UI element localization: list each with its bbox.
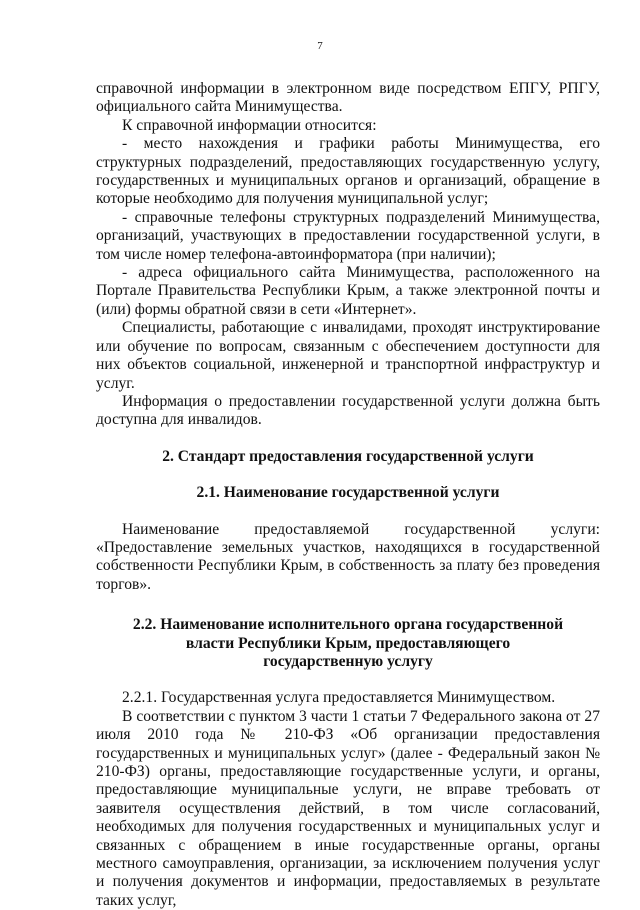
paragraph: Информация о предоставлении государственной услуги должна быть доступна для инвалидов. (96, 392, 600, 429)
paragraph: Специалисты, работающие с инвалидами, проходят инструктирование или обучение по вопросам, связанным с обеспечением доступности для них объектов социальной, инженерной и транспортной инфраструктур и услуг. (96, 319, 600, 392)
paragraph: справочной информации в электронном виде посредством ЕПГУ, РПГУ, официального сайта Минимущества. (96, 80, 600, 116)
document-body (96, 80, 600, 910)
page-number: 7 (317, 40, 323, 52)
subsection-heading: 2.2. Наименование исполнительного органа государственной власти Республики Крым, предоставляющего государственную услугу (132, 616, 564, 670)
list-item: - место нахождения и графики работы Минимущества, его структурных подразделений, предоставляющих государственную услугу, государственных и муниципальных органов и организаций, обращение в которые необходимо для получения муниципальной услуг; (96, 135, 600, 208)
paragraph: В соответствии с пунктом 3 части 1 статьи 7 Федерального закона от 27 июля 2010 года № 210-ФЗ «Об организации предоставления государственных и муниципальных услуг» (далее - Федеральный закон № 210-ФЗ) органы, предоставляющие государственные услуги, и органы, предоставляющие муниципальные услуги, не вправе требовать от заявителя осуществления действий, в том числе согласований, необходимых для получения государственных и муниципальных услуг и связанных с обращением в иные государственные органы, органы местного самоуправления, организации, за исключением получения услуг и получения документов и информации, предоставляемых в результате таких услуг, (96, 707, 600, 909)
section-heading: 2. Стандарт предоставления государственной услуги (162, 447, 534, 465)
paragraph: 2.2.1. Государственная услуга предоставляется Минимуществом. (122, 689, 556, 707)
paragraph: К справочной информации относится: (122, 116, 377, 134)
paragraph: Наименование предоставляемой государственной услуги: «Предоставление земельных участков, находящихся в государственной собственности Республики Крым, в собственность за плату без проведения торгов». (96, 520, 600, 593)
list-item: - справочные телефоны структурных подразделений Минимущества, организаций, участвующих в предоставлении государственной услуги, в том числе номер телефона-автоинформатора (при наличии); (96, 208, 600, 263)
subsection-heading: 2.1. Наименование государственной услуги (196, 484, 500, 502)
list-item: - адреса официального сайта Минимущества, расположенного на Портале Правительства Республики Крым, а также электронной почты и (или) формы обратной связи в сети «Интернет». (96, 264, 600, 318)
